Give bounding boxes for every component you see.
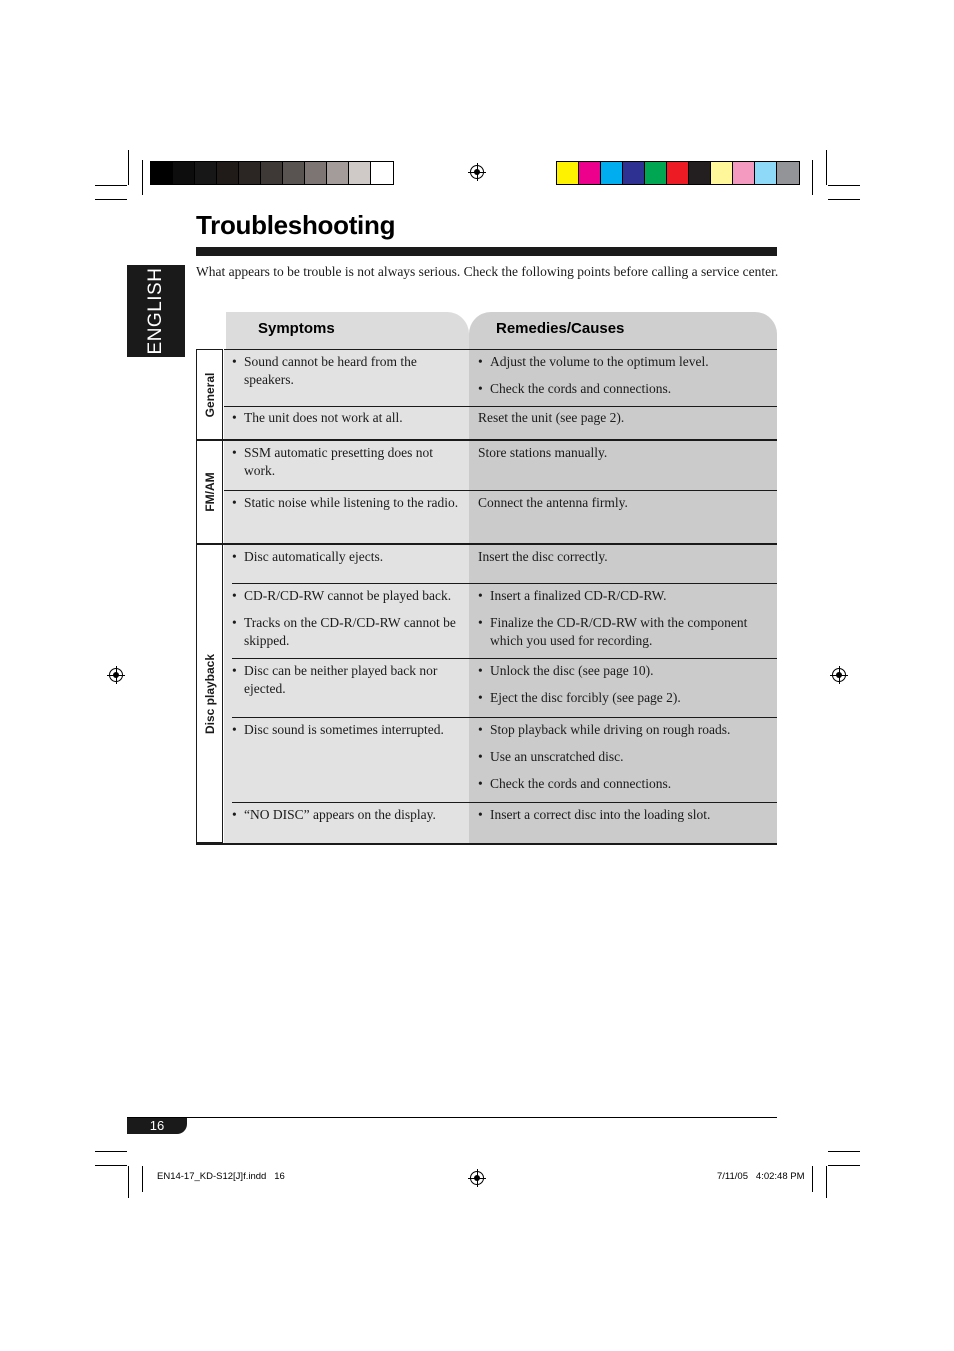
color-swatch <box>371 162 393 184</box>
color-swatch <box>711 162 733 184</box>
table-row <box>232 587 466 659</box>
registration-mark-icon <box>832 668 846 682</box>
crop-mark <box>828 185 860 186</box>
color-swatch <box>689 162 711 184</box>
remedies-header <box>469 312 777 350</box>
color-swatch <box>623 162 645 184</box>
color-swatch <box>305 162 327 184</box>
remedy-text: • Finalize the CD-R/CD-RW with the component which you used for recording. <box>478 614 773 650</box>
crop-mark <box>828 199 860 200</box>
remedy-text: • Adjust the volume to the optimum level. <box>478 353 773 371</box>
remedy-text: Reset the unit (see page 2). <box>478 410 625 425</box>
row-divider <box>232 658 777 659</box>
color-swatch <box>557 162 579 184</box>
footer-rule <box>127 1117 777 1118</box>
color-swatch <box>645 162 667 184</box>
remedy-text: • Check the cords and connections. <box>478 380 773 398</box>
category-label: FM/AM <box>202 472 217 512</box>
row-divider <box>224 490 777 491</box>
color-swatch <box>217 162 239 184</box>
table-row <box>232 444 462 489</box>
row-divider <box>232 802 777 803</box>
color-swatch <box>151 162 173 184</box>
crop-mark <box>828 1165 860 1166</box>
remedy-text: • Stop playback while driving on rough roads. <box>478 721 773 739</box>
table-row <box>478 662 773 716</box>
table-row <box>478 494 773 512</box>
crop-mark <box>142 1166 143 1192</box>
group-divider <box>196 439 777 441</box>
color-swatch <box>261 162 283 184</box>
crop-mark <box>128 150 129 185</box>
color-swatch <box>195 162 217 184</box>
color-calibration-bar <box>556 161 800 185</box>
remedies-header-label: Remedies/Causes <box>496 320 625 337</box>
troubleshooting-table <box>196 349 777 845</box>
symptoms-header-label: Symptoms <box>258 320 335 337</box>
row-divider <box>232 717 777 718</box>
table-row <box>478 721 773 802</box>
remedy-text: • Insert a finalized CD-R/CD-RW. <box>478 587 773 605</box>
symptom-text: • Disc sound is sometimes interrupted. <box>232 721 464 739</box>
group-divider <box>196 543 777 545</box>
remedy-text: • Use an unscratched disc. <box>478 748 773 766</box>
remedy-text: • Unlock the disc (see page 10). <box>478 662 773 680</box>
table-row <box>232 409 462 436</box>
color-swatch <box>777 162 799 184</box>
color-swatch <box>239 162 261 184</box>
color-swatch <box>601 162 623 184</box>
timestamp-slug: 7/11/05 4:02:48 PM <box>717 1171 805 1182</box>
remedy-text: Store stations manually. <box>478 445 608 460</box>
color-swatch <box>755 162 777 184</box>
intro-text: What appears to be trouble is not always serious. Check the following points before calling a service center. <box>196 264 779 279</box>
category-label: General <box>202 372 217 417</box>
color-swatch <box>733 162 755 184</box>
page-title: Troubleshooting <box>196 210 396 240</box>
table-row <box>478 806 773 833</box>
table-row <box>232 662 462 707</box>
remedy-text: • Insert a correct disc into the loading slot. <box>478 806 773 824</box>
page-number: 16 <box>127 1118 187 1134</box>
symptom-text: • Static noise while listening to the radio. <box>232 494 462 512</box>
crop-mark <box>828 1151 860 1152</box>
table-row <box>478 353 773 407</box>
color-swatch <box>327 162 349 184</box>
crop-mark <box>826 1166 827 1198</box>
table-row <box>232 548 462 575</box>
symptom-text: • Tracks on the CD-R/CD-RW cannot be skipped. <box>232 614 466 650</box>
color-swatch <box>579 162 601 184</box>
registration-mark-icon <box>470 165 484 179</box>
category-fm-am <box>196 440 223 544</box>
table-row <box>478 409 773 427</box>
remedy-text: Insert the disc correctly. <box>478 549 608 564</box>
table-top-line <box>224 349 777 350</box>
table-row <box>232 353 462 398</box>
symptom-text: • Sound cannot be heard from the speakers. <box>232 353 462 389</box>
crop-mark <box>826 150 827 185</box>
title-rule <box>196 247 777 256</box>
symptom-text: • Disc automatically ejects. <box>232 548 462 566</box>
crop-mark <box>812 1166 813 1192</box>
symptom-text: • SSM automatic presetting does not work. <box>232 444 462 480</box>
table-row <box>478 548 773 566</box>
color-swatch <box>667 162 689 184</box>
crop-mark <box>95 185 127 186</box>
symptom-text: • Disc can be neither played back nor ejected. <box>232 662 462 698</box>
crop-mark <box>142 160 143 195</box>
language-tab-label: ENGLISH <box>145 267 166 355</box>
row-divider <box>232 583 777 584</box>
symptom-text: • CD-R/CD-RW cannot be played back. <box>232 587 466 605</box>
symptom-text: • The unit does not work at all. <box>232 409 462 427</box>
table-row <box>232 721 464 748</box>
category-label: Disc playback <box>202 653 217 734</box>
color-swatch <box>349 162 371 184</box>
registration-mark-icon <box>470 1171 484 1185</box>
symptoms-header <box>226 312 469 350</box>
symptom-text: • “NO DISC” appears on the display. <box>232 806 462 824</box>
category-general <box>196 349 223 440</box>
color-swatch <box>173 162 195 184</box>
registration-mark-icon <box>109 668 123 682</box>
table-row <box>232 494 462 521</box>
crop-mark <box>812 160 813 195</box>
file-slug: EN14-17_KD-S12[J]f.indd 16 <box>157 1171 285 1182</box>
crop-mark <box>95 1151 127 1152</box>
category-disc-playback <box>196 544 223 843</box>
table-row <box>478 444 773 462</box>
row-divider <box>224 406 777 407</box>
crop-mark <box>128 1166 129 1198</box>
grayscale-calibration-bar <box>150 161 394 185</box>
language-tab <box>127 265 185 357</box>
remedy-text: • Eject the disc forcibly (see page 2). <box>478 689 773 707</box>
remedy-text: • Check the cords and connections. <box>478 775 773 793</box>
table-row <box>478 587 773 659</box>
crop-mark <box>95 1165 127 1166</box>
remedy-text: Connect the antenna firmly. <box>478 495 628 510</box>
color-swatch <box>283 162 305 184</box>
table-row <box>232 806 462 833</box>
crop-mark <box>95 199 127 200</box>
